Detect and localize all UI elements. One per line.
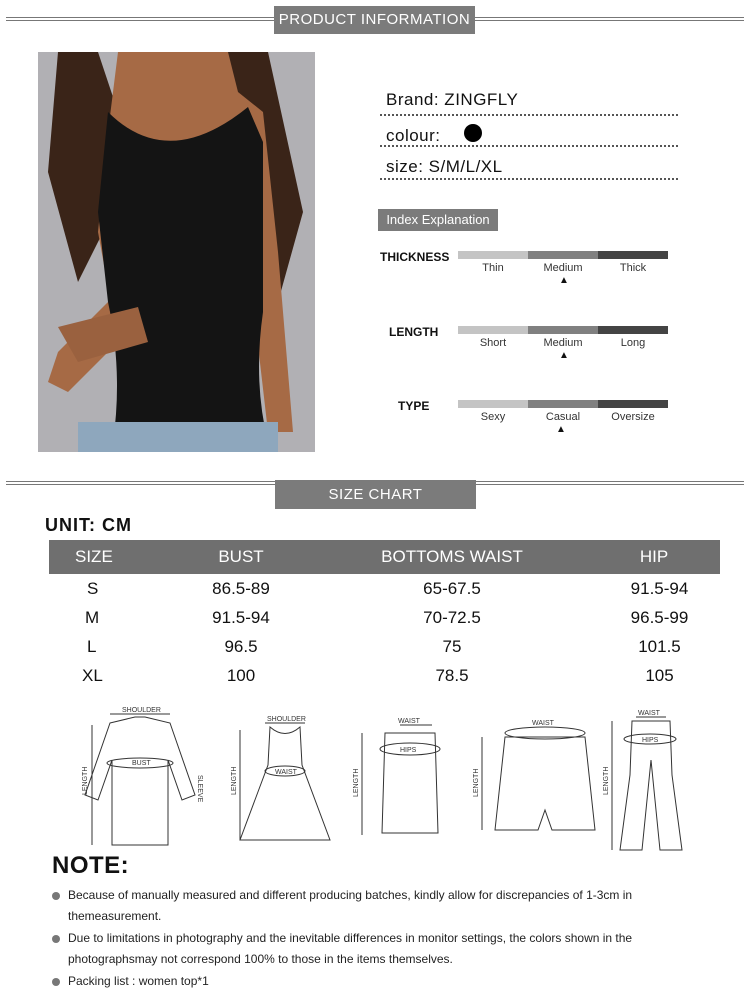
note-text: Packing list : women top*1 bbox=[68, 974, 209, 988]
scale-segment bbox=[458, 251, 528, 259]
option-label: Short bbox=[479, 337, 507, 349]
note-text: Because of manually measured and different producing batches, kindly allow for discrepancies of 1-3cm in themeasurement. bbox=[68, 888, 633, 923]
bust-label: BUST bbox=[132, 760, 151, 767]
bullet-icon bbox=[52, 978, 60, 986]
shorts-diagram bbox=[473, 720, 595, 830]
scale-segment bbox=[598, 326, 668, 334]
brand-divider bbox=[380, 114, 678, 116]
note-list bbox=[52, 885, 692, 992]
shoulder-label: SHOULDER bbox=[267, 716, 306, 723]
sleeve-label: SLEEVE bbox=[196, 775, 203, 803]
product-info-title: PRODUCT INFORMATION bbox=[278, 11, 471, 28]
thickness-bar bbox=[458, 251, 668, 259]
length-label-1: LENGTH bbox=[82, 766, 89, 795]
cell-waist: 65-67.5 bbox=[423, 578, 481, 598]
cell-size: L bbox=[87, 636, 97, 656]
option-label: Sexy bbox=[480, 411, 506, 423]
cell-waist: 78.5 bbox=[435, 665, 469, 685]
brand-text: Brand: ZINGFLY bbox=[386, 90, 519, 109]
waist-label: WAIST bbox=[398, 718, 420, 725]
header-bottoms-waist: BOTTOMS WAIST bbox=[316, 540, 588, 574]
size-divider bbox=[380, 178, 678, 180]
scale-segment bbox=[528, 326, 598, 334]
length-scale bbox=[458, 326, 668, 361]
cell-hip: 91.5-94 bbox=[630, 578, 689, 598]
bullet-icon bbox=[52, 935, 60, 943]
note-item bbox=[52, 885, 692, 927]
selected-indicator-icon: ▲ bbox=[559, 275, 569, 286]
thickness-scale bbox=[458, 251, 668, 286]
black-swatch bbox=[464, 124, 482, 142]
cell-bust: 100 bbox=[226, 665, 256, 685]
scale-segment bbox=[528, 400, 598, 408]
cell-hip: 105 bbox=[645, 665, 674, 685]
measurement-diagrams bbox=[70, 705, 710, 855]
hips-label: HIPS bbox=[642, 737, 659, 744]
waist-label: WAIST bbox=[638, 710, 660, 717]
option-label: Thin bbox=[482, 262, 504, 274]
cell-bust: 86.5-89 bbox=[212, 578, 270, 598]
scale-segment bbox=[598, 251, 668, 259]
thickness-label: THICKNESS bbox=[380, 250, 450, 264]
option-label: Casual bbox=[545, 411, 581, 423]
cell-size: M bbox=[85, 607, 100, 627]
length-label-5: LENGTH bbox=[603, 766, 610, 795]
length-options bbox=[458, 337, 668, 349]
scale-segment bbox=[598, 400, 668, 408]
product-photo bbox=[38, 52, 315, 452]
cell-size: S bbox=[87, 578, 99, 598]
cell-bust: 96.5 bbox=[224, 636, 258, 656]
cell-waist: 70-72.5 bbox=[423, 607, 481, 627]
cell-waist: 75 bbox=[442, 636, 462, 656]
option-label: Thick bbox=[619, 262, 647, 274]
pants-diagram bbox=[603, 710, 682, 850]
waist-label: WAIST bbox=[275, 769, 297, 776]
table-header-row bbox=[49, 540, 720, 574]
index-explanation-title: Index Explanation bbox=[386, 212, 490, 227]
skirt-diagram bbox=[353, 718, 440, 835]
note-item bbox=[52, 971, 692, 992]
unit-label: UNIT: CM bbox=[45, 515, 132, 535]
table-row bbox=[49, 603, 720, 632]
option-label: Oversize bbox=[611, 411, 655, 423]
scale-segment bbox=[458, 326, 528, 334]
shirt-diagram bbox=[82, 707, 203, 845]
thickness-options bbox=[458, 262, 668, 274]
option-label: Medium bbox=[543, 262, 583, 274]
shoulder-label: SHOULDER bbox=[122, 707, 161, 714]
type-options bbox=[458, 411, 668, 423]
length-label-3: LENGTH bbox=[353, 768, 360, 797]
header-size: SIZE bbox=[49, 540, 166, 574]
waist-label: WAIST bbox=[532, 720, 554, 727]
cell-size: XL bbox=[82, 665, 103, 685]
product-info-banner bbox=[274, 6, 475, 34]
length-label-4: LENGTH bbox=[473, 768, 480, 797]
type-scale bbox=[458, 400, 668, 435]
scale-segment bbox=[458, 400, 528, 408]
selected-indicator-icon: ▲ bbox=[559, 350, 569, 361]
size-table bbox=[49, 540, 720, 690]
type-bar bbox=[458, 400, 668, 408]
table-row bbox=[49, 661, 720, 690]
size-chart-title: SIZE CHART bbox=[328, 486, 423, 503]
header-bust: BUST bbox=[166, 540, 316, 574]
colour-divider bbox=[380, 145, 678, 147]
cell-bust: 91.5-94 bbox=[212, 607, 270, 627]
size-text: size: S/M/L/XL bbox=[386, 157, 503, 176]
bullet-icon bbox=[52, 892, 60, 900]
dress-diagram bbox=[231, 716, 330, 840]
selected-indicator-icon: ▲ bbox=[556, 424, 566, 435]
length-label-2: LENGTH bbox=[231, 766, 238, 795]
length-label: LENGTH bbox=[389, 325, 439, 339]
cell-hip: 96.5-99 bbox=[630, 607, 689, 627]
index-explanation-badge bbox=[378, 209, 498, 231]
size-chart-banner bbox=[275, 480, 476, 509]
table-row bbox=[49, 574, 720, 603]
note-text: Due to limitations in photography and the inevitable differences in monitor settings, the colors shown in the photographsmay not correspond 100% to those in the items themselves. bbox=[68, 931, 633, 966]
brand-line bbox=[386, 90, 674, 114]
cell-hip: 101.5 bbox=[638, 636, 681, 656]
option-label: Long bbox=[620, 337, 646, 349]
hips-label: HIPS bbox=[400, 747, 417, 754]
type-label: TYPE bbox=[398, 399, 430, 413]
colour-label: colour: bbox=[386, 126, 441, 145]
note-item bbox=[52, 928, 692, 970]
header-hip: HIP bbox=[588, 540, 720, 574]
scale-segment bbox=[528, 251, 598, 259]
note-title: NOTE: bbox=[52, 852, 130, 879]
table-row bbox=[49, 632, 720, 661]
option-label: Medium bbox=[543, 337, 583, 349]
length-bar bbox=[458, 326, 668, 334]
